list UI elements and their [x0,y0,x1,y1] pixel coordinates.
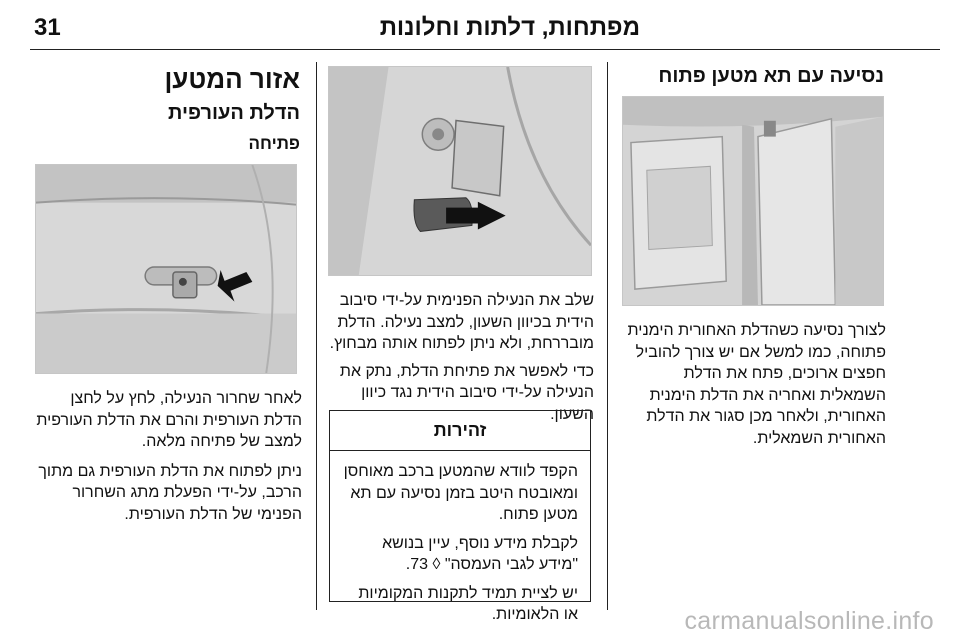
page-header [30,12,940,50]
warning-text-cargo: הקפד לוודא שהמטען ברכב מאוחסן ומאובטח היטב בזמן נסיעה עם תא מטען פתוח. [343,463,578,523]
paragraph-driving-open: לצורך נסיעה כשהדלת האחורית הימנית פתוחה, כמו למשל אם יש צורך להוביל חפצים ארוכים, פתח את הדלת השמאלית ואחריה את הדלת הימנית האחורית, ולאחר מכן סגור את הדלת האחורית השמאלית. [627,322,886,447]
warning-body [330,451,590,639]
paragraph-unlock: כדי לאפשר את פתיחת הדלת, נתק את הנעילה על-ידי סיבוב הידית נגד כיוון השעון. [339,362,594,423]
right-column-body [30,388,302,525]
left-column-body [614,320,886,449]
column-divider-right [316,62,317,610]
right-column [30,64,300,155]
middle-column-body [322,290,594,425]
section-heading: אזור המטען [164,64,300,94]
left-column [618,64,884,88]
warning-title: זהירות [330,411,590,451]
column-divider-left [607,62,608,610]
page-number: 31 [34,14,61,41]
inner-lock-illustration [328,66,592,276]
paragraph-open-from-inside: ניתן לפתוח את הדלת העורפית גם מתוך הרכב, על-ידי הפעלת מתג השחרור הפנימי של הדלת העורפית. [38,462,302,523]
subsection-heading: הדלת העורפית [168,102,300,124]
paragraph-open-rear-door: לאחר שחרור הנעילה, לחץ על לחצן הדלת העורפית והרם את הדלת העורפית למצב של פתיחה מלאה. [36,390,302,450]
open-rear-doors-illustration [622,96,884,306]
page-title: מפתחות, דלתות וחלונות [379,14,640,41]
driving-open-heading: נסיעה עם תא מטען פתוח [658,65,884,87]
warning-box [329,410,591,623]
warning-text-regulations: יש לציית תמיד לתקנות המקומיות או הלאומיות. [358,584,578,623]
topic-heading: פתיחה [248,134,300,153]
paragraph-inner-lock: שלב את הנעילה הפנימית על-ידי סיבוב הידית בכיוון השעון, למצב נעילה. הדלת מובררחת, ולא ניתן לפתוח אותה מבחוץ. [329,292,594,352]
warning-text-reference: לקבלת מידע נוסף, עיין בנושא "מידע לגבי העמסה" ◊ 73. [382,534,578,573]
rear-door-handle-illustration [35,164,297,374]
watermark-text: carmanualsonline.info [684,607,934,635]
